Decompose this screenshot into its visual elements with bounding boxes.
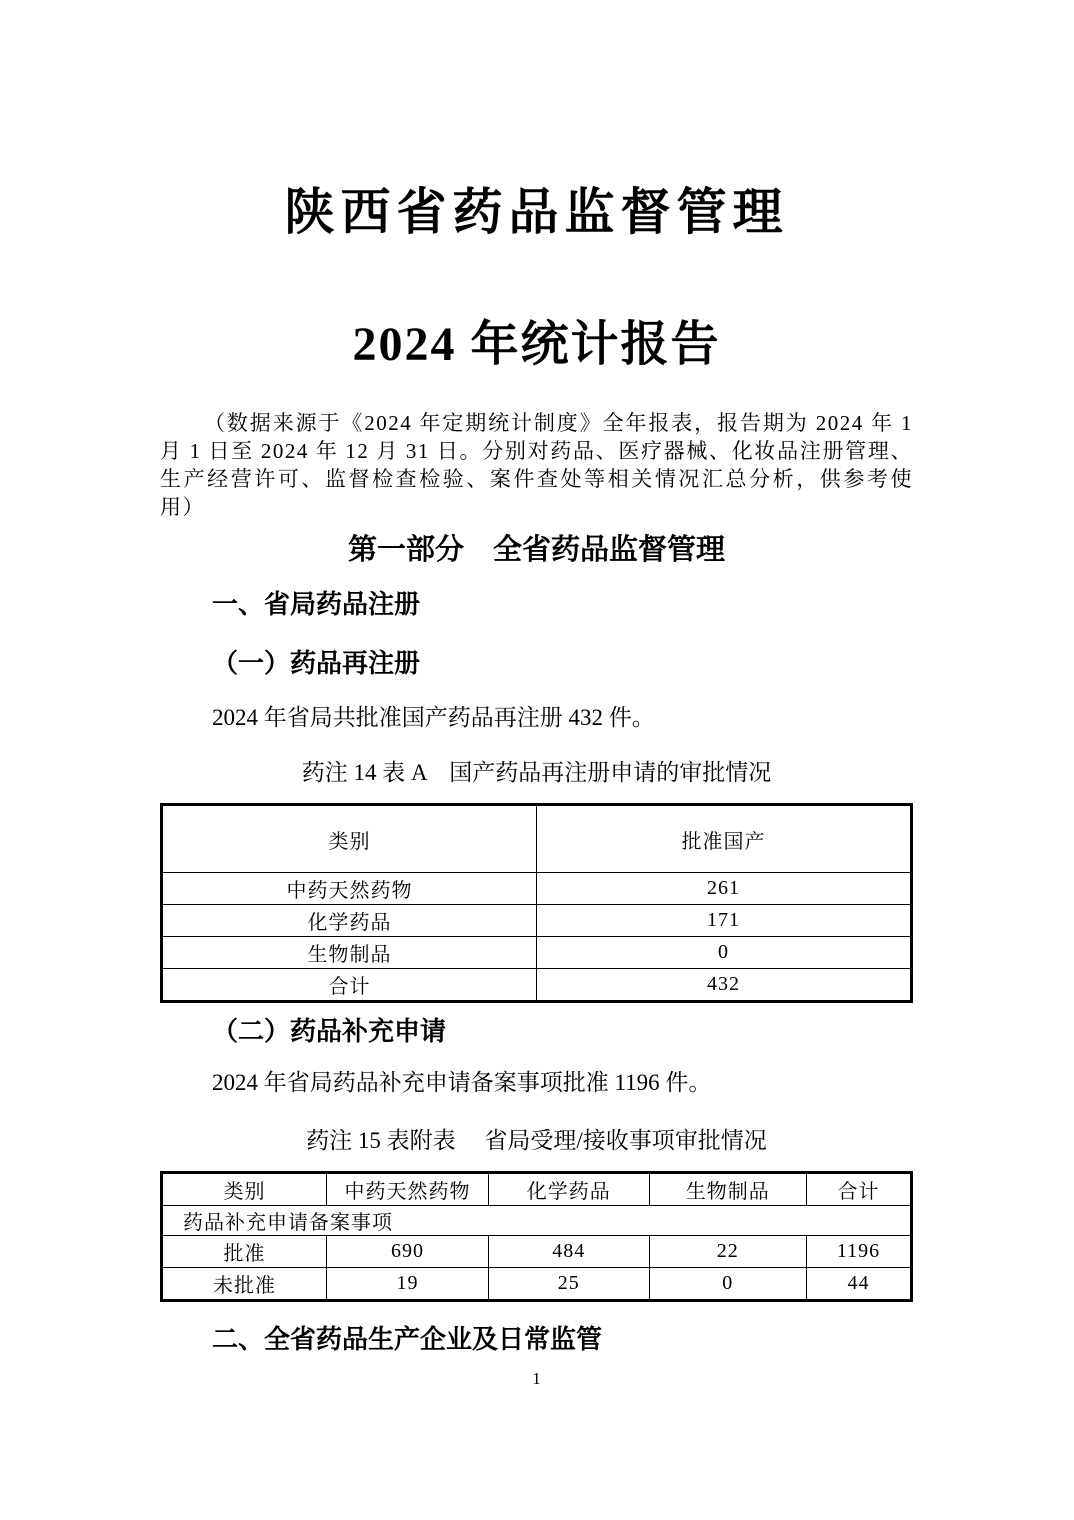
table-cell-label: 化学药品: [162, 905, 537, 937]
table-group-label: 药品补充申请备案事项: [162, 1206, 912, 1236]
table-row: [162, 937, 912, 969]
table-header-row: [162, 1173, 912, 1206]
table1-header-category: 类别: [162, 805, 537, 873]
table-acceptance-approval: [160, 1171, 913, 1302]
table-cell-label: 生物制品: [162, 937, 537, 969]
table-cell-value: 690: [327, 1236, 489, 1268]
table2-caption: 药注 15 表附表 省局受理/接收事项审批情况: [306, 1128, 767, 1153]
page-number: 1: [532, 1369, 541, 1388]
table-cell-value: 25: [489, 1268, 650, 1301]
table-cell-value: 1196: [807, 1236, 912, 1268]
table-cell-value: 44: [807, 1268, 912, 1301]
part1-heading: 第一部分 全省药品监督管理: [347, 534, 725, 566]
paragraph-supplementary-application: 2024 年省局药品补充申请备案事项批准 1196 件。: [212, 1070, 712, 1095]
intro-note: （数据来源于《2024 年定期统计制度》全年报表，报告期为 2024 年 1 月 1 日至 2024 年 12 月 31 日。分别对药品、医疗器械、化妆品注册管理、生产经营许可、监督检查检验、案件查处等相关情况汇总分析，供参考使用）: [160, 411, 913, 519]
table-row: [162, 1236, 912, 1268]
table-cell-value: 171: [537, 905, 912, 937]
table-cell-value: 432: [537, 969, 912, 1002]
table-row: [162, 905, 912, 937]
table2-header-chemical: 化学药品: [489, 1173, 650, 1206]
subsection1-heading: （一）药品再注册: [212, 648, 421, 678]
table1-header-approved-domestic: 批准国产: [537, 805, 912, 873]
table-row: [162, 873, 912, 905]
table-cell-label: 批准: [162, 1236, 327, 1268]
table-domestic-reregistration: [160, 803, 913, 1003]
table-cell-label: 中药天然药物: [162, 873, 537, 905]
subsection2-heading: （二）药品补充申请: [212, 1016, 447, 1046]
table-cell-value: 19: [327, 1268, 489, 1301]
table-cell-label: 未批准: [162, 1268, 327, 1301]
table2-header-category: 类别: [162, 1173, 327, 1206]
paragraph-reregistration: 2024 年省局共批准国产药品再注册 432 件。: [212, 705, 655, 730]
table-group-row: [162, 1206, 912, 1236]
table2-header-biological: 生物制品: [649, 1173, 807, 1206]
table-cell-value: 261: [537, 873, 912, 905]
table-row: [162, 969, 912, 1002]
section1-heading: 一、省局药品注册: [212, 589, 421, 619]
table-cell-value: 0: [649, 1268, 807, 1301]
table-cell-value: 0: [537, 937, 912, 969]
table-cell-label: 合计: [162, 969, 537, 1002]
table2-header-tcm: 中药天然药物: [327, 1173, 489, 1206]
report-title-line2: 2024 年统计报告: [352, 318, 721, 371]
table1-caption: 药注 14 表 A 国产药品再注册申请的审批情况: [301, 760, 772, 785]
section2-heading: 二、全省药品生产企业及日常监管: [212, 1324, 603, 1354]
table-header-row: [162, 805, 912, 873]
report-title-line1: 陕西省药品监督管理: [284, 184, 789, 240]
table2-header-total: 合计: [807, 1173, 912, 1206]
table-cell-value: 484: [489, 1236, 650, 1268]
table-cell-value: 22: [649, 1236, 807, 1268]
table-row: [162, 1268, 912, 1301]
